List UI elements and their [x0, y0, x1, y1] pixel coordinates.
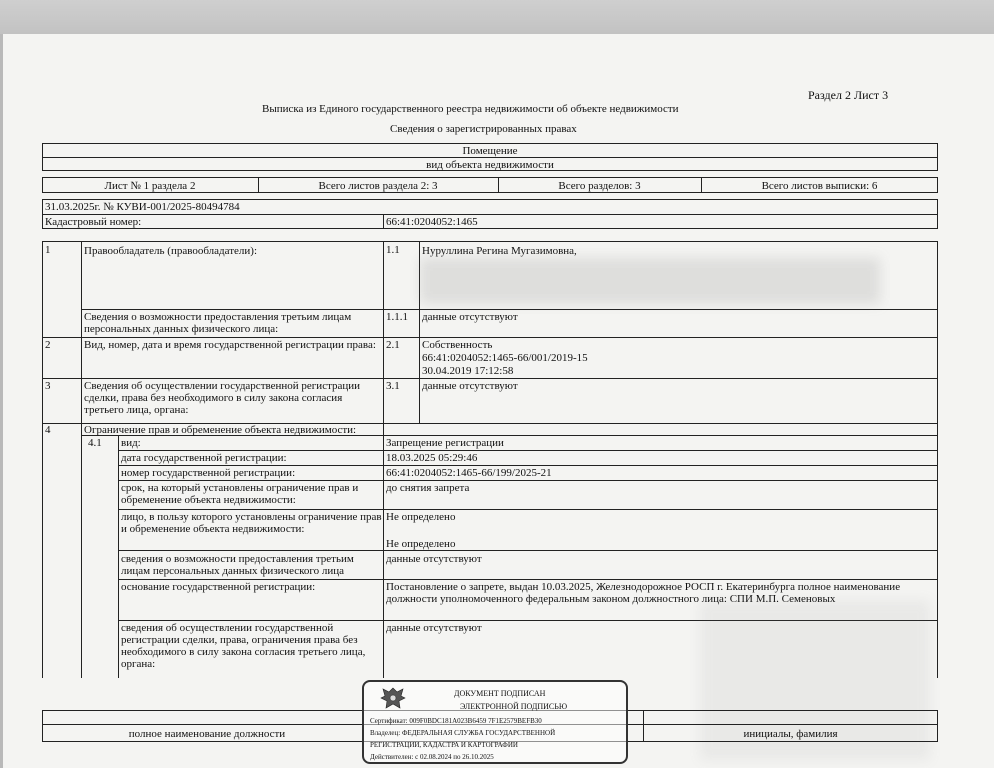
redacted-area — [420, 258, 880, 304]
electronic-signature-stamp — [362, 680, 628, 764]
row-1-subnumber: 1.1 — [386, 244, 400, 256]
row-4-1-number: 4.1 — [88, 437, 102, 449]
divider — [118, 509, 938, 510]
row-2-subnumber: 2.1 — [386, 339, 400, 351]
divider — [42, 337, 938, 338]
restriction-pd-value: данные отсутствуют — [386, 553, 482, 565]
restriction-basis-label: основание государственной регистрации: — [121, 581, 316, 593]
right-type: Собственность — [422, 339, 493, 351]
stamp-owner-2: РЕГИСТРАЦИИ, КАДАСТРА И КАРТОГРАФИИ — [370, 741, 518, 749]
right-registration-number: 66:41:0204052:1465-66/001/2019-15 — [422, 352, 588, 364]
row-1b-label: Сведения о возможности предоставления третьим лицам персональных данных физического лица: — [84, 311, 352, 335]
divider — [81, 309, 938, 310]
restriction-person-value-2: Не определено — [386, 538, 456, 550]
sheet-number: Лист № 1 раздела 2 — [104, 180, 196, 192]
total-sheets-section: Всего листов раздела 2: 3 — [318, 180, 438, 192]
row-1b-value: данные отсутствуют — [422, 311, 518, 323]
divider — [118, 579, 938, 580]
divider — [42, 378, 938, 379]
divider — [118, 550, 938, 551]
row-3-number: 3 — [45, 380, 51, 392]
row-3-value: данные отсутствуют — [422, 380, 518, 392]
cadastral-number: 66:41:0204052:1465 — [386, 216, 478, 228]
restriction-regnum-label: номер государственной регистрации: — [121, 467, 296, 479]
row-1b-subnumber: 1.1.1 — [386, 311, 408, 323]
scan-top-shade — [0, 0, 994, 34]
row-4-label: Ограничение прав и обременение объекта недвижимости: — [84, 424, 357, 436]
restriction-person-value: Не определено — [386, 511, 456, 523]
restriction-person-label: лицо, в пользу которого установлены ограничение прав и обременение объекта недвижимости: — [121, 511, 382, 535]
divider — [118, 480, 938, 481]
divider — [383, 241, 384, 678]
divider — [383, 214, 384, 229]
position-label: полное наименование должности — [128, 728, 286, 740]
section-sheet-label: Раздел 2 Лист 3 — [808, 88, 889, 102]
cadastral-label: Кадастровый номер: — [45, 216, 142, 228]
stamp-line-1: ДОКУМЕНТ ПОДПИСАН — [454, 689, 546, 698]
restriction-regnum-value: 66:41:0204052:1465-66/199/2025-21 — [386, 467, 552, 479]
divider — [81, 241, 82, 678]
restriction-date-value: 18.03.2025 05:29:46 — [386, 452, 478, 464]
right-registration-date: 30.04.2019 17:12:58 — [422, 365, 514, 377]
divider — [42, 214, 938, 215]
row-4-number: 4 — [45, 424, 51, 436]
stamp-certificate: Сертификат: 009F0BDC181A023B6459 7F1E2579BEFB30 — [370, 717, 542, 725]
row-3-subnumber: 3.1 — [386, 380, 400, 392]
row-2-number: 2 — [45, 339, 51, 351]
divider — [118, 450, 938, 451]
divider — [42, 157, 938, 158]
row-1-number: 1 — [45, 244, 51, 256]
restriction-kind-value: Запрещение регистрации — [386, 437, 504, 449]
restriction-term-value: до снятия запрета — [386, 482, 470, 494]
document-title: Выписка из Единого государственного реестра недвижимости об объекте недвижимости — [262, 103, 679, 115]
total-sheets: Всего листов выписки: 6 — [761, 180, 878, 192]
restriction-term-label: срок, на который установлены ограничение прав и обременение объекта недвижимости: — [121, 482, 359, 506]
stamp-owner-1: Владелец: ФЕДЕРАЛЬНАЯ СЛУЖБА ГОСУДАРСТВЕННОЙ — [370, 729, 556, 737]
stamp-validity: Действителен: с 02.08.2024 по 26.10.2025 — [370, 753, 494, 761]
total-sections: Всего разделов: 3 — [558, 180, 641, 192]
owner-name: Нуруллина Регина Мугазимовна, — [422, 245, 577, 257]
restriction-basis-value: Постановление о запрете, выдан 10.03.2025, Железнодорожное РОСП г. Екатеринбурга полное наименование должности уполномоченного федеральным законом должностного лица: СПИ М.П. Семеновых — [386, 581, 901, 605]
initials-label: инициалы, фамилия — [743, 728, 838, 740]
divider — [118, 465, 938, 466]
restriction-date-label: дата государственной регистрации: — [121, 452, 287, 464]
restriction-kind-label: вид: — [121, 437, 141, 449]
emblem-icon — [378, 686, 408, 712]
restriction-deal-value: данные отсутствуют — [386, 622, 482, 634]
divider — [118, 435, 119, 678]
restriction-pd-label: сведения о возможности предоставления третьим лицам персональных данных физического лица — [121, 553, 354, 577]
object-type-label: вид объекта недвижимости — [426, 159, 554, 171]
row-1-label: Правообладатель (правообладатели): — [84, 245, 258, 257]
extract-number: 31.03.2025г. № КУВИ-001/2025-80494784 — [45, 201, 240, 213]
object-type: Помещение — [462, 145, 518, 157]
row-2-label: Вид, номер, дата и время государственной регистрации права: — [84, 339, 376, 351]
document-subtitle: Сведения о зарегистрированных правах — [390, 123, 577, 135]
row-3-label: Сведения об осуществлении государственной регистрации сделки, права без необходимого в силу закона согласия третьего лица, органа: — [84, 380, 361, 416]
restriction-deal-label: сведения об осуществлении государственной регистрации сделки, права, ограничения права без необходимого в силу закона согласия третьего лица, органа: — [121, 622, 366, 670]
stamp-line-2: ЭЛЕКТРОННОЙ ПОДПИСЬЮ — [460, 702, 568, 711]
